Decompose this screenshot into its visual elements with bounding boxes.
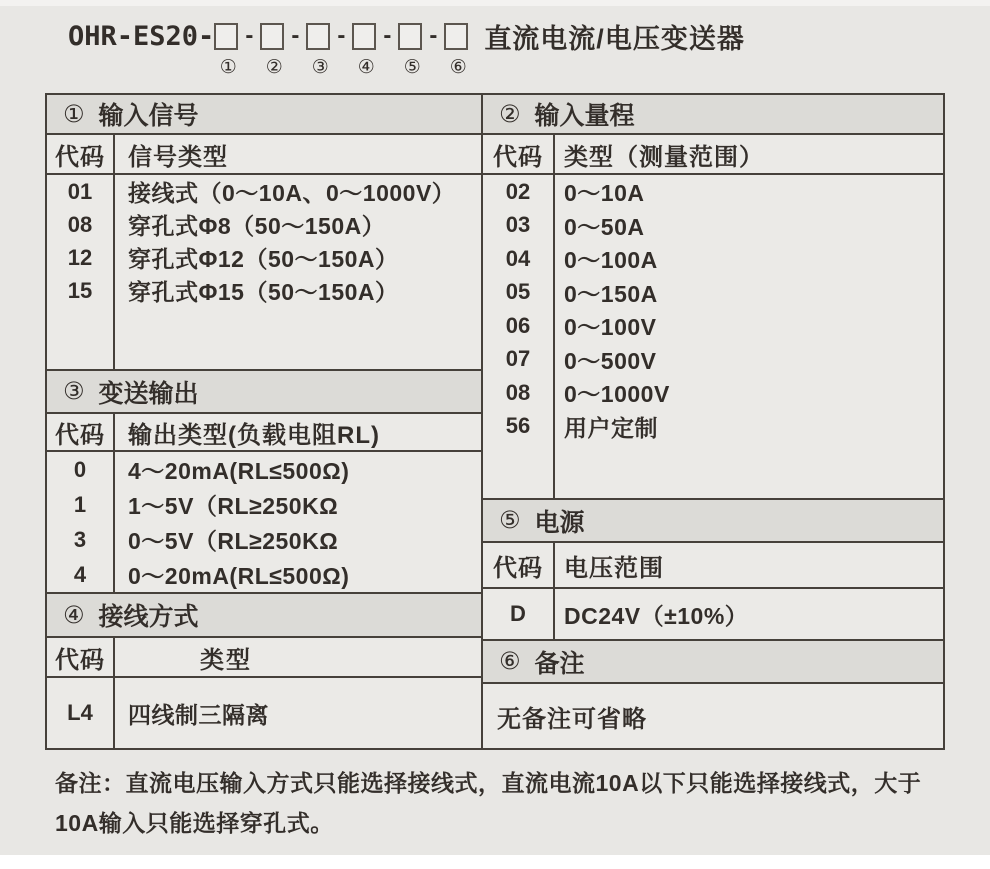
table-row: 07 0～500V (483, 343, 943, 377)
section-marker: ② (499, 100, 521, 128)
order-slot-2 (260, 22, 306, 50)
order-slot-4 (352, 22, 398, 50)
section-header-input-signal (47, 95, 481, 135)
section-title: 输入量程 (534, 102, 635, 130)
section-header-input-range (483, 95, 943, 135)
order-box-6 (444, 23, 468, 50)
order-box-4 (352, 23, 376, 50)
order-slot-1 (214, 22, 260, 50)
order-slot-3 (306, 22, 352, 50)
type-column-header: 信号类型 (128, 143, 228, 171)
dash-separator: - (291, 22, 300, 49)
table-left-column (47, 95, 483, 748)
table-row: 05 0～150A (483, 276, 943, 310)
table-row: 08 0～1000V (483, 376, 943, 410)
table-row: 06 0～100V (483, 309, 943, 343)
column-header-wiring (47, 638, 481, 678)
page-top-strip (0, 0, 990, 6)
table-row: 3 0～5V（RL≥250KΩ (47, 522, 481, 557)
table-row: 04 0～100A (483, 242, 943, 276)
section-header-wiring (47, 594, 481, 638)
marker-3: ③ (311, 56, 329, 78)
footnote-line-1: 备注：直流电压输入方式只能选择接线式，直流电流10A以下只能选择接线式，大于 (55, 770, 922, 796)
code-column-header: 代码 (47, 414, 115, 450)
table-row: 4 0～20mA(RL≤500Ω) (47, 557, 481, 592)
ordering-table (45, 93, 945, 750)
order-box-1 (214, 23, 238, 50)
section-header-remark (483, 641, 943, 684)
section-marker: ⑤ (499, 507, 521, 534)
column-header-power (483, 543, 943, 589)
table-row: 03 0～50A (483, 209, 943, 243)
dash-separator: - (245, 22, 254, 49)
marker-6: ⑥ (449, 56, 467, 78)
column-header-input-range (483, 135, 943, 175)
marker-2: ② (265, 56, 283, 78)
table-row: 1 1～5V（RL≥250KΩ (47, 487, 481, 522)
order-slot-5 (398, 22, 444, 50)
section-marker: ⑥ (499, 648, 521, 675)
empty-row (47, 307, 481, 369)
section-marker: ① (63, 100, 85, 128)
table-row: 02 0～10A (483, 175, 943, 209)
dash-separator: - (429, 22, 438, 49)
marker-5: ⑤ (403, 56, 421, 78)
column-header-input-signal (47, 135, 481, 175)
order-box-3 (306, 23, 330, 50)
footnote-line-2: 10A输入只能选择穿孔式。 (55, 810, 334, 836)
section-header-output (47, 371, 481, 414)
table-row: 0 4～20mA(RL≤500Ω) (47, 452, 481, 487)
table-row: L4 四线制三隔离 (47, 678, 481, 748)
model-prefix: OHR-ES20- (68, 20, 215, 52)
output-rows (47, 452, 481, 594)
input-range-rows (483, 175, 943, 500)
marker-1: ① (219, 56, 237, 78)
table-row: 12 穿孔式Φ12（50～150A） (47, 241, 481, 274)
ordering-code-title (68, 18, 745, 79)
empty-row (483, 443, 943, 498)
code-column-header: 代码 (47, 638, 115, 676)
table-row: 15 穿孔式Φ15（50～150A） (47, 274, 481, 307)
section-header-power (483, 500, 943, 543)
type-column-header: 类型 (200, 646, 252, 674)
table-row: D DC24V（±10%） (483, 589, 943, 641)
order-box-5 (398, 23, 422, 50)
section-title: 输入信号 (98, 102, 199, 130)
column-header-output (47, 414, 481, 452)
footnote (55, 763, 965, 843)
model-code-line (68, 18, 745, 54)
section-title: 电源 (534, 508, 585, 537)
dash-separator: - (337, 22, 346, 49)
code-column-header: 代码 (483, 543, 555, 587)
table-row: 01 接线式（0～10A、0～1000V） (47, 175, 481, 208)
section-title: 变送输出 (98, 379, 199, 408)
page-bottom-strip (0, 855, 990, 869)
order-slot-6 (444, 23, 472, 50)
section-title: 备注 (534, 649, 585, 678)
section-marker: ③ (63, 378, 85, 405)
type-column-header: 电压范围 (564, 554, 664, 582)
code-column-header: 代码 (483, 135, 555, 173)
code-column-header: 代码 (47, 135, 115, 173)
section-title: 接线方式 (98, 603, 199, 631)
dash-separator: - (383, 22, 392, 49)
table-row: 08 穿孔式Φ8（50～150A） (47, 208, 481, 241)
type-column-header: 输出类型(负载电阻RL) (128, 421, 380, 449)
order-box-2 (260, 23, 284, 50)
marker-4: ④ (357, 56, 375, 78)
table-row: 56 用户定制 (483, 410, 943, 444)
position-markers-row (68, 55, 745, 79)
section-marker: ④ (63, 601, 85, 629)
input-signal-rows (47, 175, 481, 371)
type-column-header: 类型（测量范围） (564, 143, 764, 171)
product-name: 直流电流/电压变送器 (484, 23, 745, 54)
table-right-column (483, 95, 943, 748)
remark-note-row: 无备注可省略 (497, 705, 647, 733)
